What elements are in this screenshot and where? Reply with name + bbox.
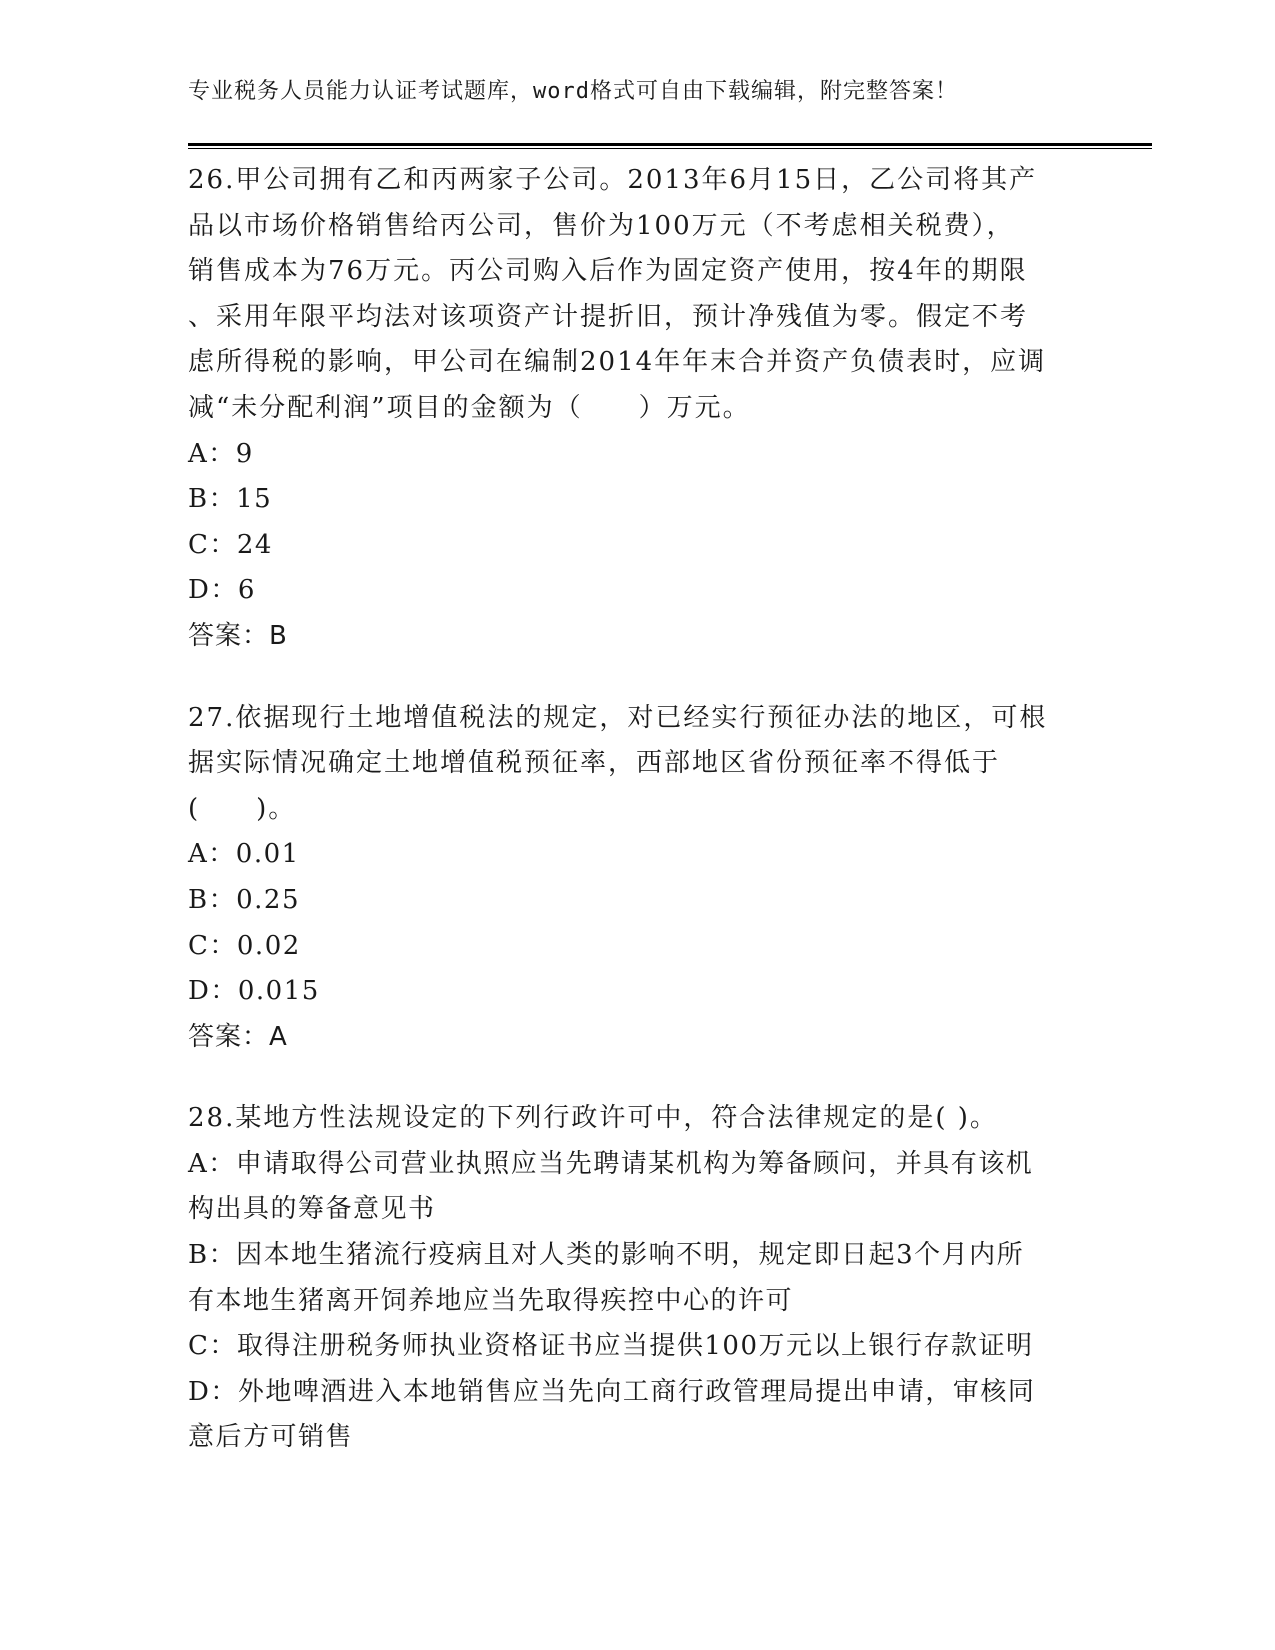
question-stem-line: 28.某地方性法规设定的下列行政许可中，符合法律规定的是( )。 (188, 1103, 998, 1134)
question-stem-line: 品以市场价格销售给丙公司，售价为100万元（不考虑相关税费）， (188, 210, 1015, 241)
option-d-continued: 意后方可销售 (188, 1422, 354, 1453)
question-stem-line: ( )。 (188, 793, 297, 824)
question-27 (188, 696, 1073, 1061)
option-c: C：24 (188, 529, 273, 560)
question-list (188, 158, 1073, 1497)
question-stem-line: 26.甲公司拥有乙和丙两家子公司。2013年6月15日，乙公司将其产 (188, 165, 1038, 195)
option-a: A：9 (188, 438, 254, 469)
question-26 (188, 158, 1073, 660)
option-b: B：因本地生猪流行疫病且对人类的影响不明，规定即日起3个月内所 (188, 1240, 1025, 1271)
option-a-continued: 构出具的筹备意见书 (188, 1194, 436, 1225)
option-b-continued: 有本地生猪离开饲养地应当先取得疾控中心的许可 (188, 1285, 794, 1316)
header-rule (188, 143, 1152, 149)
question-stem-line: 27.依据现行土地增值税法的规定，对已经实行预征办法的地区，可根 (188, 702, 1048, 733)
option-c: C：0.02 (188, 930, 301, 961)
option-c: C：取得注册税务师执业资格证书应当提供100万元以上银行存款证明 (188, 1331, 1034, 1362)
option-d: D：0.015 (188, 976, 320, 1007)
option-a: A：0.01 (188, 839, 300, 870)
question-stem-line: 、采用年限平均法对该项资产计提折旧，预计净残值为零。假定不考 (188, 301, 1029, 332)
question-stem-line: 据实际情况确定土地增值税预征率，西部地区省份预征率不得低于 (188, 748, 1001, 779)
option-b: B：0.25 (188, 884, 300, 915)
option-d: D：外地啤酒进入本地销售应当先向工商行政管理局提出申请，审核同 (188, 1376, 1036, 1407)
question-28 (188, 1096, 1073, 1461)
option-d: D：6 (188, 575, 256, 606)
option-a: A：申请取得公司营业执照应当先聘请某机构为筹备顾问，并具有该机 (188, 1148, 1034, 1179)
answer: 答案：A (188, 1021, 288, 1052)
answer: 答案：B (188, 620, 288, 651)
question-stem-line: 减“未分配利润”项目的金额为（ ）万元。 (188, 392, 751, 423)
question-stem-line: 销售成本为76万元。丙公司购入后作为固定资产使用，按4年的期限 (188, 256, 1028, 287)
option-b: B：15 (188, 484, 273, 515)
question-stem-line: 虑所得税的影响，甲公司在编制2014年年末合并资产负债表时，应调 (188, 347, 1047, 378)
page-header: 专业税务人员能力认证考试题库，word格式可自由下载编辑，附完整答案！ (188, 79, 958, 104)
